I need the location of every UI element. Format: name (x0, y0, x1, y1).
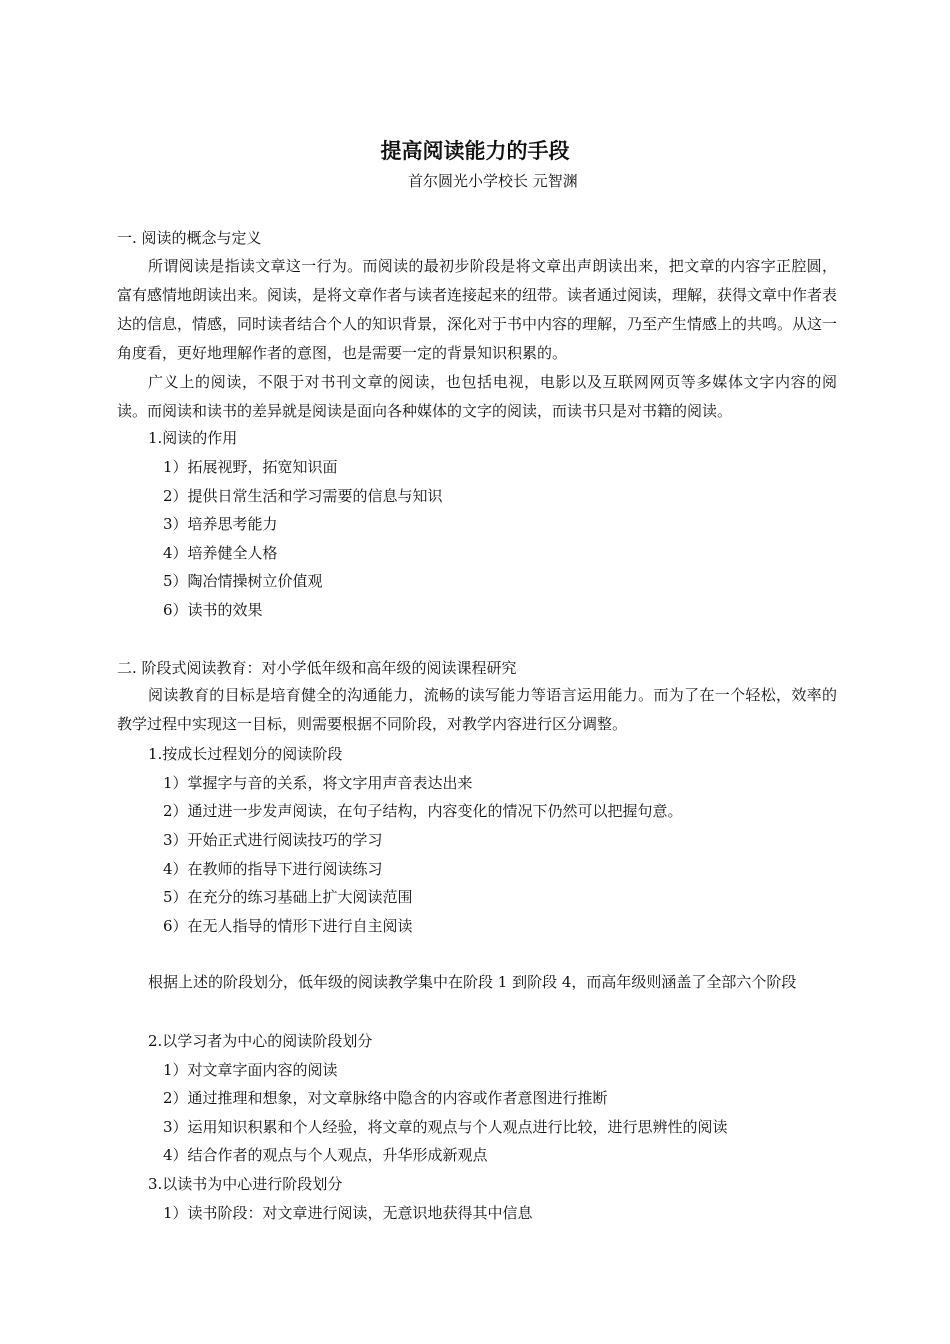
subsection-2-2-heading: 2.以学习者为中心的阅读阶段划分 (148, 1032, 373, 1050)
list-item: 6）读书的效果 (163, 601, 263, 619)
subsection-1-1-heading: 1.阅读的作用 (148, 429, 238, 447)
section-2-heading: 二. 阶段式阅读教育：对小学低年级和高年级的阅读课程研究 (117, 659, 517, 677)
section-2-paragraph-2: 根据上述的阶段划分，低年级的阅读教学集中在阶段 1 到阶段 4，而高年级则涵盖了全部六个阶段 (148, 973, 797, 991)
list-item: 1）读书阶段：对文章进行阅读，无意识地获得其中信息 (163, 1204, 533, 1222)
list-item: 3）开始正式进行阅读技巧的学习 (163, 831, 383, 849)
list-item: 2）通过推理和想象，对文章脉络中隐含的内容或作者意图进行推断 (163, 1089, 608, 1107)
list-item: 5）在充分的练习基础上扩大阅读范围 (163, 888, 413, 906)
section-1-paragraph-2: 广义上的阅读，不限于对书刊文章的阅读，也包括电视，电影以及互联网网页等多媒体文字内容的阅读。而阅读和读书的差异就是阅读是面向各种媒体的文字的阅读，而读书只是对书籍的阅读。 (117, 373, 837, 420)
author-line: 首尔圆光小学校长 元智渊 (408, 172, 578, 190)
list-item: 4）在教师的指导下进行阅读练习 (163, 860, 383, 878)
subsection-2-1-heading: 1.按成长过程划分的阅读阶段 (148, 745, 343, 763)
list-item: 6）在无人指导的情形下进行自主阅读 (163, 917, 413, 935)
list-item: 2）通过进一步发声阅读，在句子结构，内容变化的情况下仍然可以把握句意。 (163, 802, 683, 820)
section-1-heading: 一. 阅读的概念与定义 (117, 229, 262, 247)
list-item: 4）培养健全人格 (163, 544, 278, 562)
list-item: 4）结合作者的观点与个人观点，升华形成新观点 (163, 1146, 488, 1164)
list-item: 2）提供日常生活和学习需要的信息与知识 (163, 487, 443, 505)
page-title: 提高阅读能力的手段 (380, 139, 570, 163)
list-item: 1）掌握字与音的关系，将文字用声音表达出来 (163, 774, 473, 792)
list-item: 3）培养思考能力 (163, 515, 278, 533)
list-item: 1）拓展视野，拓宽知识面 (163, 458, 338, 476)
list-item: 3）运用知识积累和个人经验，将文章的观点与个人观点进行比较，进行思辨性的阅读 (163, 1118, 728, 1136)
section-2-paragraph-1: 阅读教育的目标是培育健全的沟通能力，流畅的读写能力等语言运用能力。而为了在一个轻松，效率的教学过程中实现这一目标，则需要根据不同阶段，对教学内容进行区分调整。 (117, 686, 837, 733)
list-item: 1）对文章字面内容的阅读 (163, 1061, 338, 1079)
section-1-paragraph-1: 所谓阅读是指读文章这一行为。而阅读的最初步阶段是将文章出声朗读出来，把文章的内容字正腔圆，富有感情地朗读出来。阅读，是将文章作者与读者连接起来的纽带。读者通过阅读，理解，获得文章中作者表达的信息，情感，同时读者结合个人的知识背景，深化对于书中内容的理解，乃至产生情感上的共鸣。从这一角度看，更好地理解作者的意图，也是需要一定的背景知识积累的。 (117, 257, 838, 362)
subsection-2-3-heading: 3.以读书为中心进行阶段划分 (148, 1175, 343, 1193)
list-item: 5）陶冶情操树立价值观 (163, 572, 323, 590)
